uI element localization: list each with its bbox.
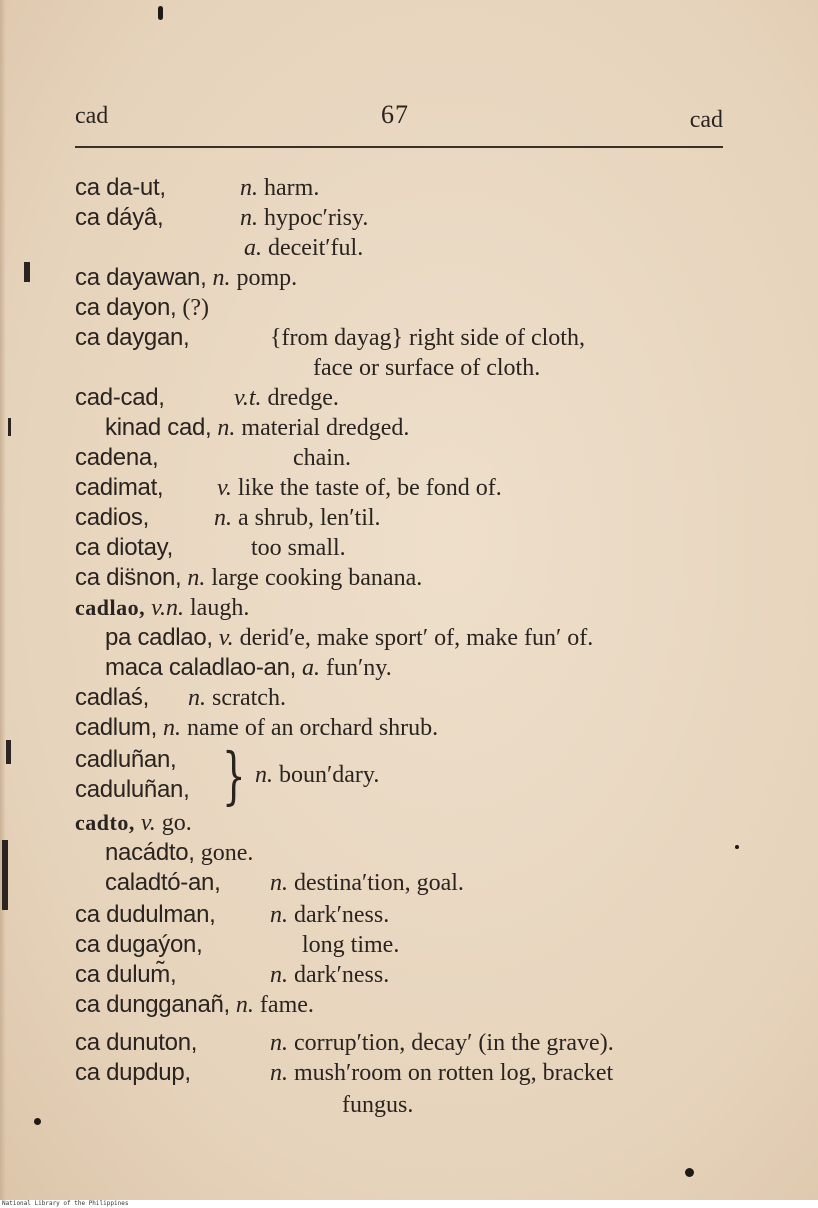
entry [75,930,202,960]
entry [75,533,173,563]
definition: a shrub, len′til. [238,505,381,531]
headword: ca dáyâ, [75,204,164,231]
definition: scratch. [212,685,286,711]
grouping-brace: } [222,739,246,812]
entry [75,745,176,775]
part-of-speech: v. [218,625,234,651]
part-of-speech: n. [270,902,288,928]
definition: too small. [251,535,346,561]
entry [75,473,163,503]
entry [105,413,409,443]
definition: destina′tion, goal. [294,870,464,896]
headword: ca dupdup, [75,1059,191,1086]
definition: dark′ness. [294,902,390,928]
entry-definition [214,503,381,533]
entry-definition [270,1028,614,1058]
definition: gone. [200,840,254,866]
entry-definition-continued [313,353,540,383]
headword: maca caladlao-an, [105,654,297,681]
headword: cadlaś, [75,684,149,711]
definition: face or surface of cloth. [313,355,541,381]
entry-definition [270,1058,613,1088]
definition: {from dayag} right side of cloth, [270,325,585,351]
header-rule [75,146,723,148]
headword-bold: cadlao, [75,595,146,620]
entry-definition [270,323,585,353]
entry [75,203,163,233]
part-of-speech: n. [162,715,181,741]
ink-speck [158,6,163,20]
entry-definition [251,533,346,563]
edge-mark [8,418,11,436]
entry-definition-continued [342,1090,413,1120]
entry [75,1058,191,1088]
headword: pa cadlao, [105,624,213,651]
running-header [75,100,723,137]
definition: dredge. [267,385,339,411]
part-of-speech: v. [217,475,232,501]
entry [75,323,189,353]
headword: cadios, [75,504,149,531]
part-of-speech: n. [270,1030,288,1056]
definition: (?) [182,295,210,321]
part-of-speech: n. [212,265,231,291]
headword: ca dungganañ, [75,991,230,1018]
headword: caduluñan, [75,776,190,803]
headword: cadluñan, [75,746,177,773]
part-of-speech: n. [217,415,236,441]
entry [75,713,438,743]
part-of-speech: n. [214,505,232,531]
headword: cad-cad, [75,384,165,411]
headword: ca dugaýon, [75,931,203,958]
definition: material dredged. [241,415,410,441]
headword: ca da-ut, [75,174,166,201]
headword: cadimat, [75,474,164,501]
edge-mark [24,262,30,282]
definition: dark′ness. [294,962,390,988]
entry [75,383,165,413]
part-of-speech: n. [235,992,254,1018]
edge-mark [6,740,11,764]
headword: ca dudulman, [75,901,216,928]
part-of-speech: n. [240,175,258,201]
entry-definition [234,383,339,413]
headword: cadena, [75,444,159,471]
part-of-speech: n. [270,870,288,896]
entry [105,838,253,868]
entry [105,653,392,683]
entry [75,683,149,713]
definition: long time. [302,932,400,958]
part-of-speech: n. [187,565,206,591]
part-of-speech: n. [255,762,273,788]
headword: ca dis̈non, [75,564,182,591]
headword: ca dayon, [75,294,177,321]
entry [105,868,220,898]
entry [75,593,249,623]
entry [75,503,149,533]
part-of-speech: n. [240,205,258,231]
edge-mark [2,840,8,910]
entry [75,900,216,930]
part-of-speech: n. [270,962,288,988]
ink-speck [735,845,739,849]
entry [75,808,192,838]
headword: kinad cad, [105,414,212,441]
entry [75,443,158,473]
headword: ca daygan, [75,324,190,351]
entry [75,960,176,990]
ink-speck [34,1118,41,1125]
entry [75,173,166,203]
entry-definition [255,760,379,790]
definition: laugh. [190,595,250,621]
entry-definition [244,233,363,263]
part-of-speech: n. [270,1060,288,1086]
page-number: 67 [381,100,409,129]
headword: ca dulum̃, [75,961,177,988]
headword: nacádto, [105,839,195,866]
headword: ca dayawan, [75,264,207,291]
entry-definition [302,930,399,960]
definition: harm. [264,175,320,201]
part-of-speech: a. [244,235,262,261]
definition: fun′ny. [326,655,392,681]
headword: ca diotay, [75,534,173,561]
entry-definition [188,683,286,713]
part-of-speech: n. [188,685,206,711]
part-of-speech: v.n. [151,595,184,621]
entry [75,775,189,805]
part-of-speech: v. [140,810,156,836]
part-of-speech: v.t. [234,385,262,411]
definition: like the taste of, be fond of. [237,475,502,501]
entry [105,623,593,653]
definition: fungus. [342,1092,414,1118]
definition: fame. [259,992,314,1018]
definition: go. [161,810,192,836]
entry [75,990,314,1020]
definition: pomp. [236,265,298,291]
entry-definition [240,173,319,203]
definition: chain. [293,445,351,471]
headword: cadlum, [75,714,157,741]
definition: corrup′tion, decay′ (in the grave). [294,1030,614,1056]
header-right-guideword: cad [689,107,723,133]
headword: ca dunuton, [75,1029,198,1056]
entry [75,293,209,323]
header-left-guideword: cad [75,103,109,129]
definition: mush′room on rotten log, bracket [294,1060,614,1086]
entry-definition [293,443,351,473]
definition: boun′dary. [279,762,380,788]
page-edge-shadow [0,0,6,1200]
entry-definition [270,900,389,930]
ink-speck [685,1168,694,1177]
entry-definition [240,203,368,233]
entry [75,563,422,593]
definition: derid′e, make sport′ of, make fun′ of. [239,625,594,651]
definition: name of an orchard shrub. [186,715,439,741]
entry-definition [217,473,502,503]
entry-definition [270,960,389,990]
definition: deceit′ful. [268,235,364,261]
entry [75,1028,197,1058]
definition: large cooking banana. [211,565,423,591]
headword-bold: cadto, [75,810,135,835]
part-of-speech: a. [302,655,321,681]
footer-credit: National Library of the Philippines [0,1200,818,1208]
entry-definition [270,868,464,898]
headword: caladtó-an, [105,869,221,896]
entry [75,263,297,293]
definition: hypoc′risy. [264,205,369,231]
